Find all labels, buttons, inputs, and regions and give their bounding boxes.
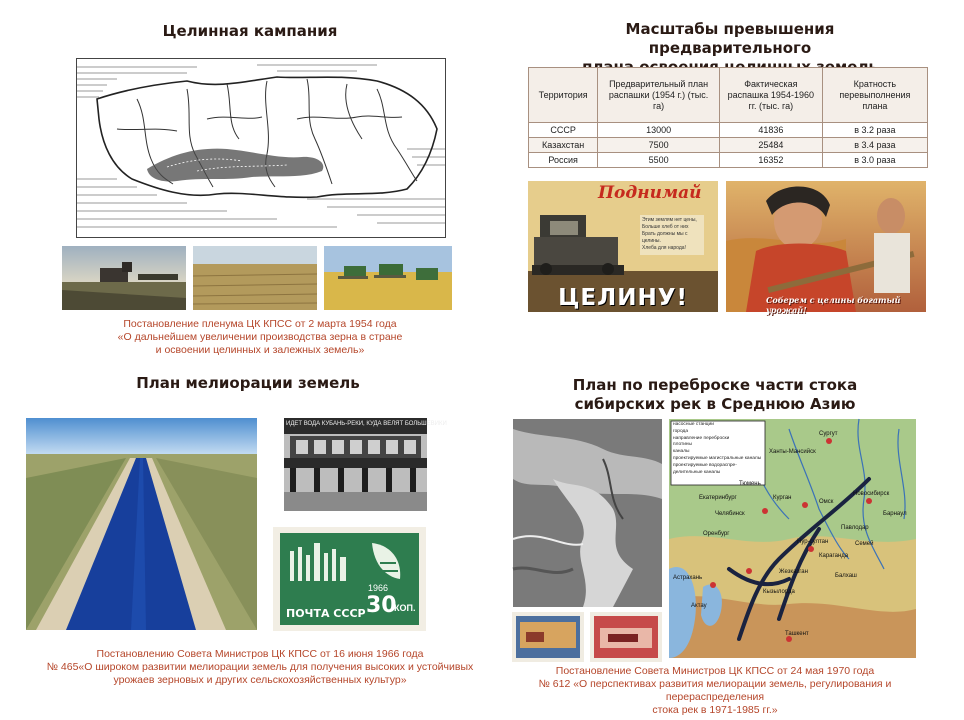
city-label: Курган <box>773 495 792 501</box>
city-label: Новосибирск <box>853 491 890 497</box>
legend-item: проектируемые магистральные каналы <box>673 455 762 461</box>
stamp-blue <box>512 612 584 662</box>
poster2-slogan: Соберем с целины богатый урожай! <box>766 295 901 315</box>
city-label: Екатеринбург <box>699 495 737 501</box>
kuban-dam-photo <box>284 418 447 511</box>
table-cell: 5500 <box>598 153 720 168</box>
q1-caption <box>60 318 460 357</box>
table-header-cell: Кратность перевыполнения плана <box>822 68 927 123</box>
table-cell: 16352 <box>719 153 822 168</box>
verse-line: Больше хлеб от них <box>642 224 689 230</box>
table-cell: 7500 <box>598 138 720 153</box>
legend-item: города <box>673 428 689 434</box>
poster-tractor <box>528 181 718 312</box>
legend-item: направление переброски <box>673 435 730 441</box>
stamp-body <box>280 533 419 625</box>
title-line: Масштабы превышения предварительного <box>625 20 835 57</box>
caption-line: Постановление пленума ЦК КПСС от 2 марта 1954 года <box>123 318 397 330</box>
city-label: Кызылорда <box>763 589 795 595</box>
caption-line: № 612 «О перспективах развития мелиорации земель, регулирования и перераспределения <box>538 678 892 703</box>
verse-line: Брать должны мы с целины. <box>642 231 688 244</box>
stamp-red <box>590 612 662 662</box>
table-cell: в 3.2 раза <box>822 123 927 138</box>
city-label: Челябинск <box>715 511 745 517</box>
table-cell: Казахстан <box>529 138 598 153</box>
stamp-country: ПОЧТА СССР <box>286 607 366 620</box>
city-label: Семей <box>855 541 874 547</box>
city-label: Караганда <box>819 553 849 559</box>
q1-title: Целинная кампания <box>162 22 338 40</box>
city-label: Балхаш <box>835 573 857 579</box>
city-label: Ташкент <box>785 631 809 637</box>
city-label: Ханты-Мансийск <box>769 449 816 455</box>
city-label: Актау <box>691 603 707 609</box>
caption-line: и освоении целинных и залежных земель» <box>155 344 365 356</box>
siberian-rivers-map <box>669 419 916 658</box>
map-legend <box>673 422 763 476</box>
table-cell: СССР <box>529 123 598 138</box>
legend-item: плотины <box>673 442 692 448</box>
city-label: Павлодар <box>841 525 869 531</box>
city-label: Тюмень <box>739 481 761 487</box>
poster1-bottom-text: ЦЕЛИНУ! <box>558 285 688 311</box>
table-cell: 41836 <box>719 123 822 138</box>
city-label: Нур-султан <box>797 539 829 545</box>
virgin-lands-map <box>76 58 446 238</box>
table-header-cell: Территория <box>529 68 598 123</box>
city-label: Барнаул <box>883 511 907 517</box>
city-label: Астрахань <box>673 575 703 581</box>
poster1-verse <box>642 217 706 252</box>
legend-item: насосные станции <box>673 422 714 427</box>
table-cell: в 3.0 раза <box>822 153 927 168</box>
poster1-top-text: Поднимай <box>598 183 702 203</box>
combines-harvest-photo <box>324 246 452 310</box>
irrigation-canal-photo <box>26 418 257 630</box>
aerial-photo <box>513 419 662 607</box>
dam-sign-text: ИДЕТ ВОДА КУБАНЬ-РЕКИ, КУДА ВЕЛЯТ БОЛЬШЕВИКИ <box>286 421 447 427</box>
poster-harvest-woman <box>726 181 926 315</box>
caption-line: Постановлению Совета Министров ЦК КПСС от 16 июня 1966 года <box>96 648 424 660</box>
wheat-field-photo <box>193 246 317 310</box>
q3-caption <box>40 648 480 687</box>
stamp-unit: КОП. <box>394 603 416 613</box>
q4-caption <box>490 665 940 717</box>
q4-title <box>545 376 885 414</box>
verse-line: Хлеба для народа! <box>642 245 686 251</box>
title-line: План по переброске части стока <box>572 376 858 394</box>
city-label: Сургут <box>819 431 838 437</box>
tractor-field-photo <box>62 246 186 310</box>
title-line: сибирских рек в Среднюю Азию <box>574 395 856 413</box>
table-header-cell: Предварительный план распашки (1954 г.) (тыс. га) <box>598 68 720 123</box>
caption-line: «О дальнейшем увеличении производства зерна в стране <box>117 331 403 343</box>
overfulfillment-table <box>528 67 928 168</box>
city-label: Оренбург <box>703 531 730 537</box>
table-header-cell: Фактическая распашка 1954-1960 гг. (тыс. га) <box>719 68 822 123</box>
city-label: Жезказган <box>779 569 808 575</box>
caption-line: Постановление Совета Министров ЦК КПСС от 24 мая 1970 года <box>555 665 875 677</box>
table-cell: 13000 <box>598 123 720 138</box>
q3-title: План мелиорации земель <box>136 374 360 392</box>
caption-line: урожаев зерновых и других сельскохозяйственных культур» <box>113 674 407 686</box>
caption-line: стока рек в 1971-1985 гг.» <box>652 704 778 716</box>
table-cell: Россия <box>529 153 598 168</box>
caption-line: № 465«О широком развитии мелиорации земель для получения высоких и устойчивых <box>46 661 474 673</box>
table-row <box>529 138 928 153</box>
legend-item: каналы <box>673 449 690 455</box>
postage-stamp-1966 <box>273 527 426 631</box>
legend-item: проектируемые водораспре-делительные каналы <box>673 462 737 475</box>
stamp-value: 30 <box>366 593 397 618</box>
table-cell: в 3.4 раза <box>822 138 927 153</box>
city-label: Омск <box>819 499 834 505</box>
table-row <box>529 123 928 138</box>
table-row <box>529 153 928 168</box>
table-cell: 25484 <box>719 138 822 153</box>
stamp-year: 1966 <box>368 583 389 593</box>
verse-line: Этим землям нет цены, <box>642 217 697 223</box>
table-header-row <box>529 68 928 123</box>
